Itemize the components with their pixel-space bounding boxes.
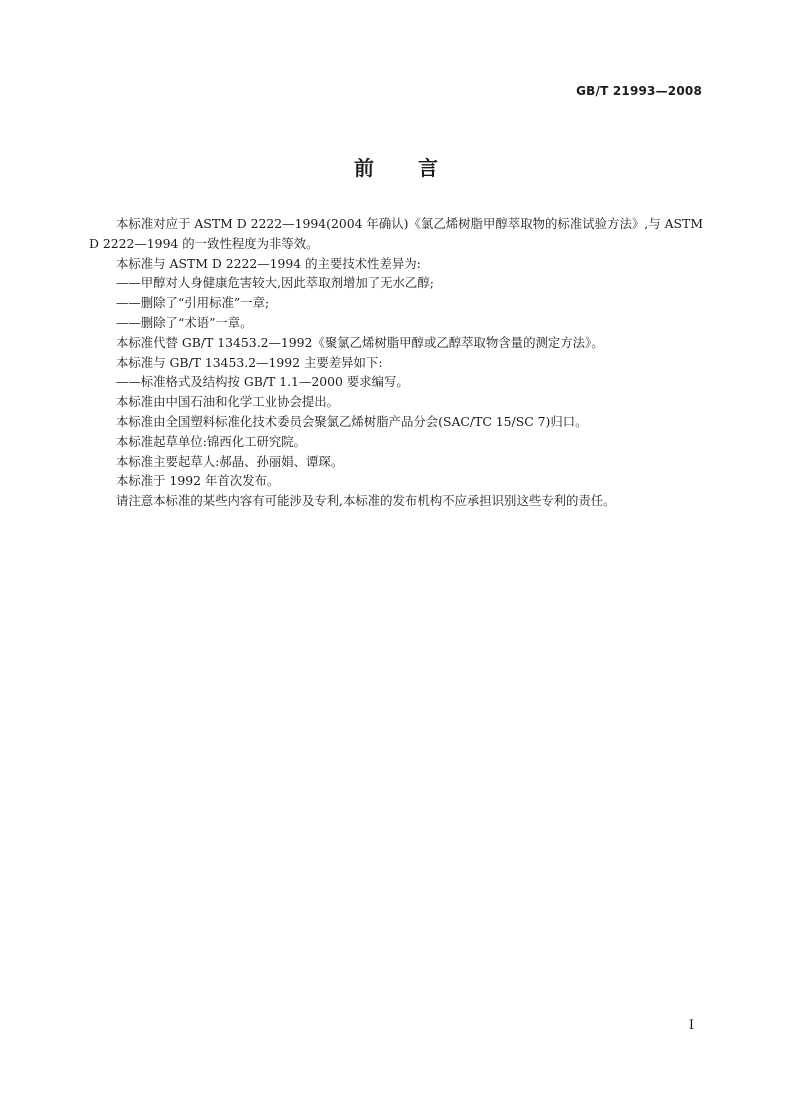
standard-number: GB/T 21993—2008 [576, 84, 702, 98]
paragraph: 本标准起草单位:锦西化工研究院。 [116, 433, 307, 449]
paragraph: 本标准与 ASTM D 2222—1994 的主要技术性差异为: [116, 255, 421, 271]
foreword-body [89, 214, 703, 511]
paragraph: ——删除了“术语”一章。 [116, 314, 253, 330]
paragraph: ——甲醇对人身健康危害较大,因此萃取剂增加了无水乙醇; [116, 275, 434, 291]
paragraph: 本标准于 1992 年首次发布。 [116, 473, 280, 489]
paragraph: 本标准对应于 ASTM D 2222—1994(2004 年确认)《氯乙烯树脂甲醇萃取物的标准试验方法》,与 ASTM D 2222—1994 的一致性程度为非等效。 [89, 216, 703, 251]
paragraph: 本标准由中国石油和化学工业协会提出。 [116, 394, 340, 410]
paragraph: 本标准与 GB/T 13453.2—1992 主要差异如下: [116, 354, 383, 370]
paragraph: 本标准主要起草人:郝晶、孙丽娟、谭琛。 [116, 453, 344, 469]
paragraph: 请注意本标准的某些内容有可能涉及专利,本标准的发布机构不应承担识别这些专利的责任。 [116, 493, 616, 509]
page-title: 前言 [354, 156, 482, 180]
paragraph: 本标准代替 GB/T 13453.2—1992《聚氯乙烯树脂甲醇或乙醇萃取物含量的测定方法》。 [116, 334, 604, 350]
page-number: I [688, 1018, 694, 1033]
paragraph: ——标准格式及结构按 GB/T 1.1—2000 要求编写。 [116, 374, 409, 390]
paragraph: ——删除了“引用标准”一章; [116, 295, 270, 311]
paragraph: 本标准由全国塑料标准化技术委员会聚氯乙烯树脂产品分会(SAC/TC 15/SC 7)归口。 [116, 413, 588, 429]
